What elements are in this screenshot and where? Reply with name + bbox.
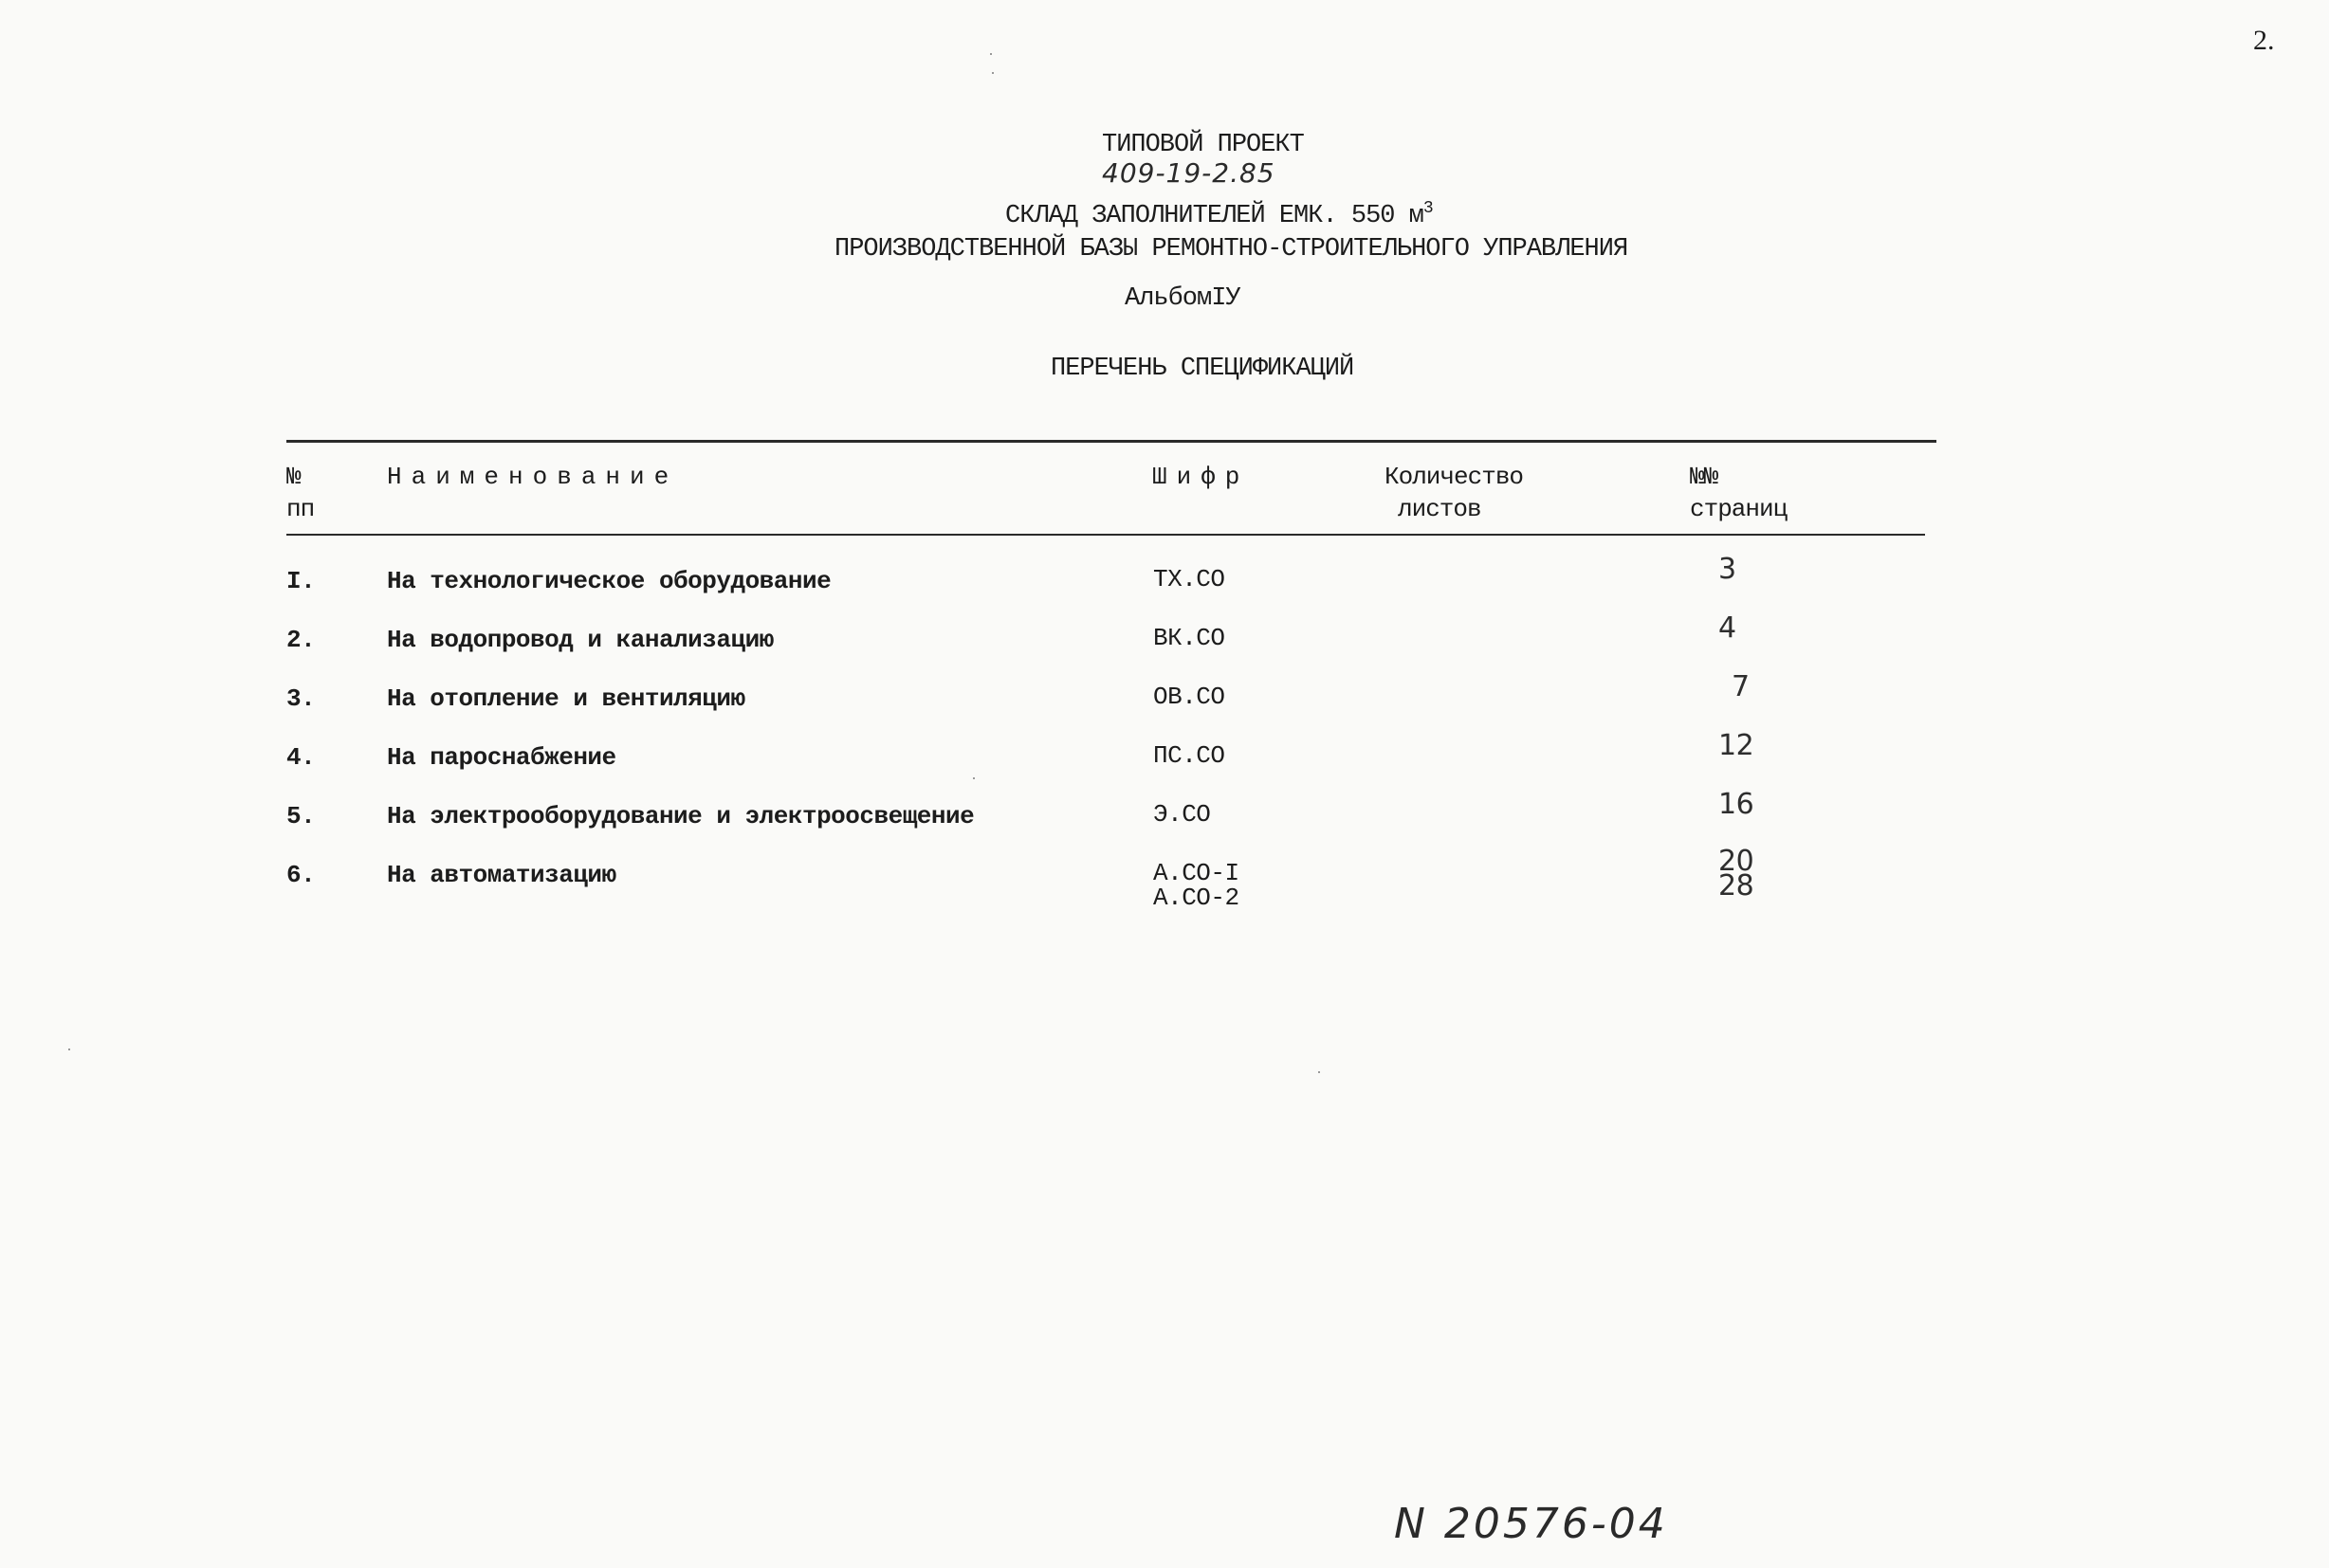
table-row — [0, 670, 2329, 738]
row-code — [1153, 861, 1239, 910]
row-pages-line: 28 — [1718, 869, 1754, 903]
row-code: Э.СО — [1153, 800, 1211, 829]
row-name: На отопление и вентиляцию — [387, 684, 745, 713]
row-code-line: А.СО-I — [1153, 859, 1239, 887]
object-title-text: СКЛАД ЗАПОЛНИТЕЛЕЙ ЕМК. 550 м — [1005, 202, 1423, 230]
row-pages-line: 20 — [1718, 845, 1754, 878]
row-code: ТХ.СО — [1153, 565, 1225, 593]
row-num: 2. — [286, 626, 316, 654]
header-name: Наименование — [387, 463, 679, 491]
row-pages: 12 — [1718, 729, 1754, 762]
row-name: На пароснабжение — [387, 743, 616, 772]
row-pages: 3 — [1718, 553, 1736, 586]
object-title — [1005, 199, 1441, 230]
unit-superscript: 3 — [1422, 199, 1433, 218]
row-name: На технологическое оборудование — [387, 567, 832, 595]
row-name: На водопровод и канализацию — [387, 626, 774, 654]
album-label: АльбомIУ — [1125, 284, 1240, 313]
table-row — [0, 845, 2329, 914]
project-code: 409-19-2.85 — [1102, 157, 1275, 189]
scan-speck — [1318, 1071, 1320, 1073]
row-name: На автоматизацию — [387, 861, 616, 889]
scan-speck — [973, 777, 975, 779]
table-row — [0, 611, 2329, 679]
row-num: 5. — [286, 802, 316, 830]
scan-speck — [68, 1048, 70, 1050]
inventory-number: N 20576-04 — [1394, 1500, 1668, 1548]
table-row — [0, 788, 2329, 855]
row-code: ПС.СО — [1153, 741, 1225, 770]
header-num — [286, 461, 314, 525]
table-row — [0, 729, 2329, 796]
row-num: 6. — [286, 861, 316, 889]
header-sheets-line2: листов — [1398, 495, 1481, 523]
list-title: ПЕРЕЧЕНЬ СПЕЦИФИКАЦИЙ — [1051, 355, 1354, 383]
base-title: ПРОИЗВОДСТВЕННОЙ БАЗЫ РЕМОНТНО-СТРОИТЕЛЬНОГО УПРАВЛЕНИЯ — [834, 235, 1628, 264]
row-pages: 16 — [1718, 788, 1754, 821]
scan-speck — [992, 72, 994, 74]
header-code: Шифр — [1152, 463, 1250, 491]
row-num: I. — [286, 567, 316, 595]
row-code: ВК.СО — [1153, 624, 1225, 652]
header-sheets-line1: Количество — [1385, 463, 1524, 491]
scan-speck — [990, 53, 992, 55]
project-type: ТИПОВОЙ ПРОЕКТ — [1102, 131, 1304, 159]
table-row — [0, 553, 2329, 620]
row-num: 4. — [286, 743, 316, 772]
header-sheets — [1385, 461, 1523, 525]
table-header-rule — [286, 534, 1925, 536]
row-pages — [1718, 845, 1754, 903]
header-num-line2: пп — [286, 495, 315, 523]
header-pages-line1: №№ — [1690, 463, 1718, 491]
row-code: ОВ.СО — [1153, 683, 1225, 711]
page-number: 2. — [2253, 25, 2275, 56]
row-num: 3. — [286, 684, 316, 713]
header-num-line1: № — [286, 463, 301, 491]
row-pages: 4 — [1718, 611, 1736, 645]
row-pages: 7 — [1732, 670, 1750, 703]
row-code-line: А.СО-2 — [1153, 884, 1239, 912]
header-pages-line2: страниц — [1690, 495, 1788, 523]
row-name: На электрооборудование и электроосвещение — [387, 802, 975, 830]
table-top-rule — [286, 440, 1936, 443]
header-pages — [1690, 461, 1787, 525]
